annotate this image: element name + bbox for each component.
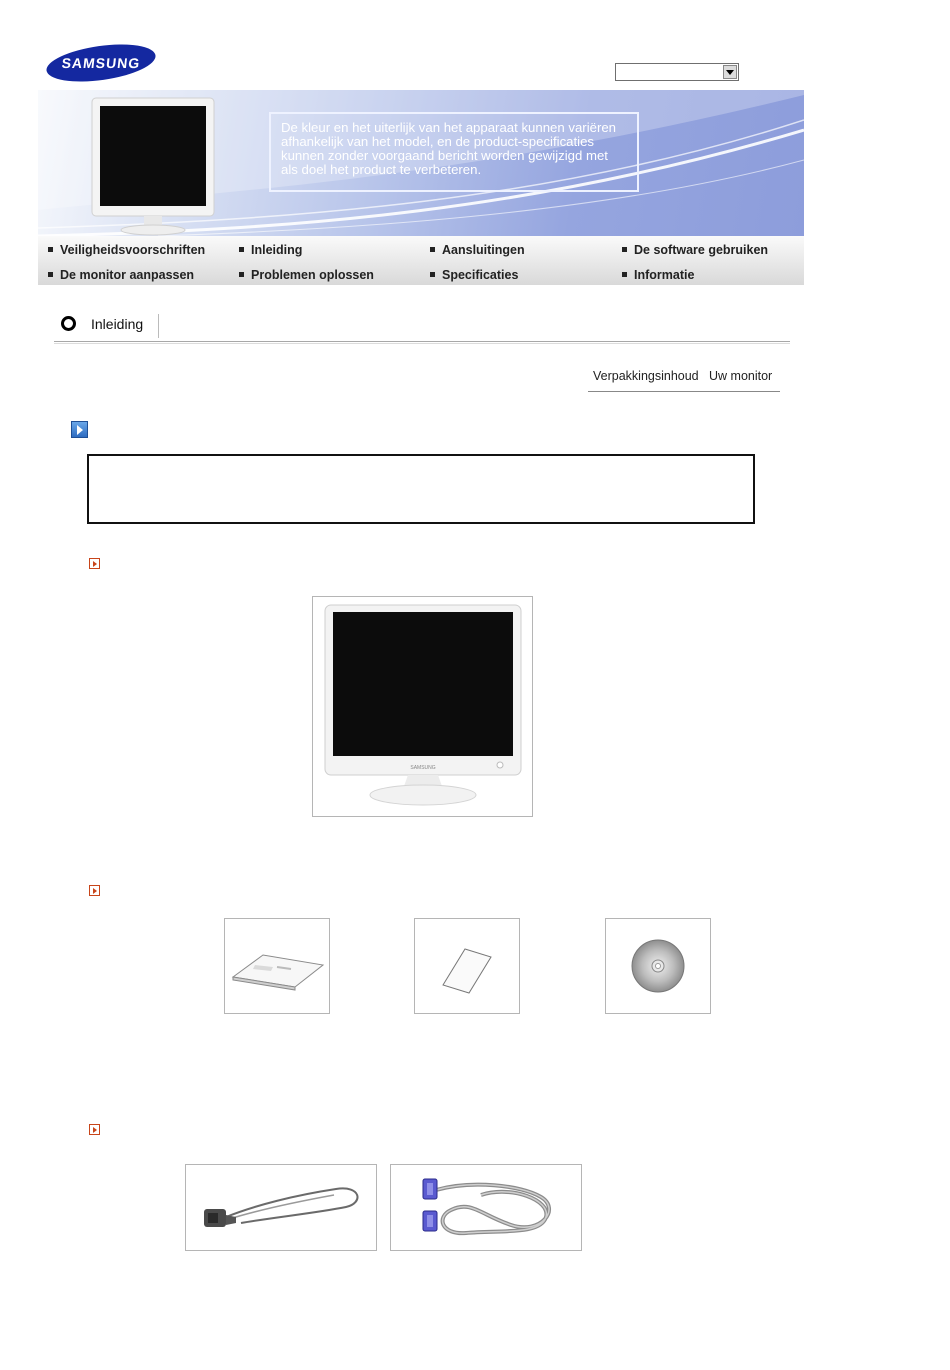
section-arrow-icon bbox=[89, 1124, 100, 1135]
main-menu bbox=[38, 236, 804, 285]
section-arrow-icon bbox=[89, 558, 100, 569]
section-header bbox=[54, 311, 790, 342]
cd-icon bbox=[606, 919, 710, 1013]
menu-item-informatie[interactable]: Informatie bbox=[622, 268, 694, 282]
samsung-logo[interactable] bbox=[45, 44, 157, 82]
d-sub-cable-icon bbox=[391, 1165, 581, 1250]
warranty-card-frame bbox=[414, 918, 520, 1014]
monitor-image-frame bbox=[312, 596, 533, 817]
quick-setup-guide-icon bbox=[225, 919, 329, 1013]
menu-item-specificaties[interactable]: Specificaties bbox=[430, 268, 518, 282]
tab-uw-monitor[interactable]: Uw monitor bbox=[709, 369, 773, 383]
circle-bullet-icon bbox=[61, 316, 76, 331]
menu-item-aansluitingen[interactable]: Aansluitingen bbox=[430, 243, 525, 257]
notice-box bbox=[87, 454, 755, 524]
menu-item-veiligheidsvoorschriften[interactable]: Veiligheidsvoorschriften bbox=[48, 243, 205, 257]
menu-item-de-monitor-aanpassen[interactable]: De monitor aanpassen bbox=[48, 268, 194, 282]
warranty-card-icon bbox=[415, 919, 519, 1013]
power-cord-icon bbox=[186, 1165, 376, 1250]
menu-item-de-software-gebruiken[interactable]: De software gebruiken bbox=[622, 243, 768, 257]
sub-navigation bbox=[588, 368, 780, 392]
d-sub-cable-frame bbox=[390, 1164, 582, 1251]
tab-verpakkingsinhoud[interactable]: Verpakkingsinhoud bbox=[593, 369, 699, 383]
banner-notice: De kleur en het uiterlijk van het apparaat kunnen variëren afhankelijk van het model, en de product-specificaties kunnen zonder voorgaand bericht worden gewijzigd met als doel het product te verbeteren. bbox=[269, 112, 639, 192]
hero-banner bbox=[38, 90, 804, 236]
page-title: Inleiding bbox=[91, 316, 144, 332]
menu-item-inleiding[interactable]: Inleiding bbox=[239, 243, 302, 257]
logo-text: SAMSUNG bbox=[60, 55, 142, 71]
cd-frame bbox=[605, 918, 711, 1014]
power-cord-frame bbox=[185, 1164, 377, 1251]
section-arrow-icon bbox=[89, 885, 100, 896]
menu-item-problemen-oplossen[interactable]: Problemen oplossen bbox=[239, 268, 374, 282]
divider bbox=[158, 314, 159, 338]
play-arrow-icon bbox=[71, 421, 88, 438]
banner-monitor-icon bbox=[90, 96, 218, 236]
language-select[interactable] bbox=[615, 63, 739, 81]
svg-text:SAMSUNG: SAMSUNG bbox=[410, 765, 436, 771]
quick-setup-guide-frame bbox=[224, 918, 330, 1014]
monitor-icon bbox=[313, 597, 532, 816]
dropdown-arrow-icon[interactable] bbox=[723, 65, 737, 79]
